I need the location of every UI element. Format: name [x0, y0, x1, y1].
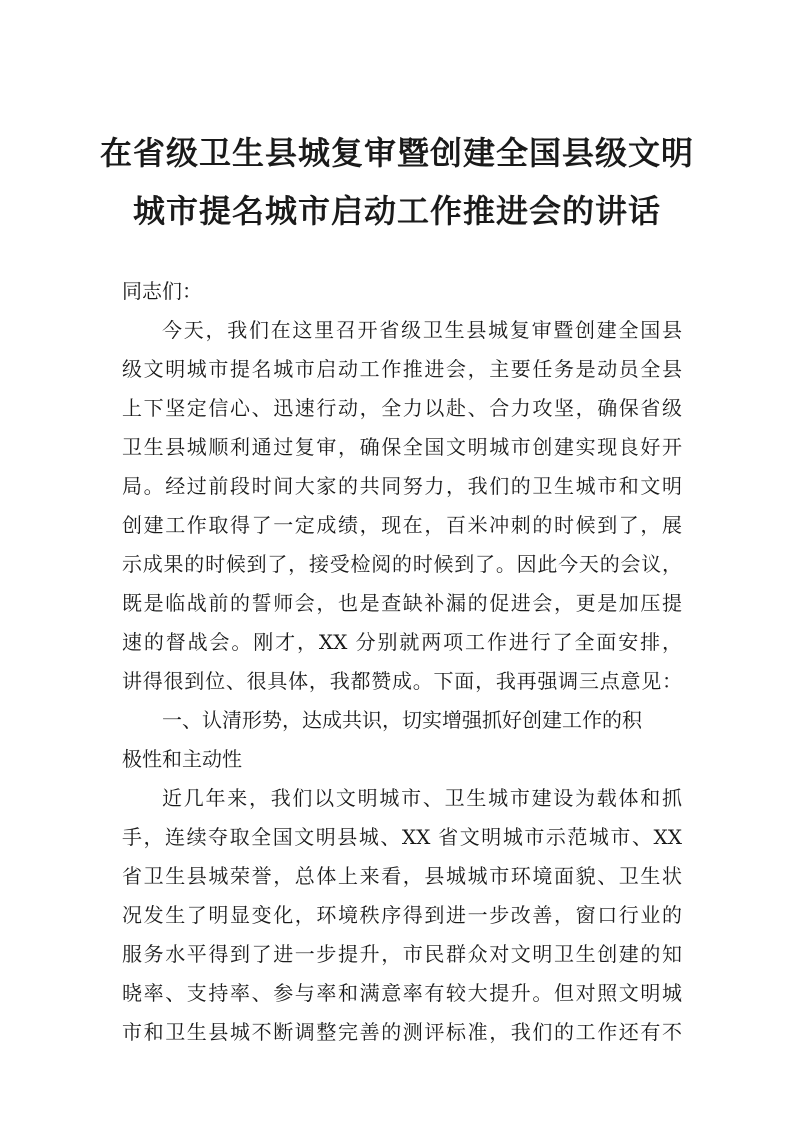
document-title-line-1: 在省级卫生县城复审暨创建全国县级文明: [100, 134, 695, 172]
paragraph-line: 创建工作取得了一定成绩，现在，百米冲刺的时候到了，展: [122, 513, 682, 537]
paragraph-line: 今天，我们在这里召开省级卫生县城复审暨创建全国县: [162, 318, 682, 342]
section-heading-line: 一、认清形势，达成共识，切实增强抓好创建工作的积: [162, 708, 642, 732]
paragraph-line: 手，连续夺取全国文明县城、XX 省文明城市示范城市、XX: [122, 825, 682, 849]
paragraph-opening: [122, 311, 682, 701]
paragraph-line: 况发生了明显变化，环境秩序得到进一步改善，窗口行业的: [122, 903, 682, 927]
paragraph-line: 速的督战会。刚才，XX 分别就两项工作进行了全面安排，: [122, 630, 682, 654]
section-heading-1: [122, 701, 682, 779]
document-title-line-2: 城市提名城市启动工作推进会的讲话: [132, 192, 661, 230]
paragraph-line: 服务水平得到了进一步提升，市民群众对文明卫生创建的知: [122, 942, 682, 966]
paragraph-line: 省卫生县城荣誉，总体上来看，县城城市环境面貌、卫生状: [122, 864, 682, 888]
paragraph-line: 市和卫生县城不断调整完善的测评标准，我们的工作还有不: [122, 1020, 682, 1044]
paragraph-line: 既是临战前的誓师会，也是查缺补漏的促进会，更是加压提: [122, 591, 682, 615]
paragraph-line: 局。经过前段时间大家的共同努力，我们的卫生城市和文明: [122, 474, 682, 498]
paragraph-line: 卫生县城顺利通过复审，确保全国文明城市创建实现良好开: [122, 435, 682, 459]
paragraph-line: 讲得很到位、很具体，我都赞成。下面，我再强调三点意见：: [122, 669, 682, 693]
paragraph-line: 级文明城市提名城市启动工作推进会，主要任务是动员全县: [122, 357, 682, 381]
document-body: [122, 272, 682, 1052]
paragraph-line: 上下坚定信心、迅速行动，全力以赴、合力攻坚，确保省级: [122, 396, 682, 420]
paragraph-section-1: [122, 779, 682, 1052]
paragraph-line: 晓率、支持率、参与率和满意率有较大提升。但对照文明城: [122, 981, 682, 1005]
paragraph-line: 近几年来，我们以文明城市、卫生城市建设为载体和抓: [162, 786, 682, 810]
paragraph-line: 示成果的时候到了，接受检阅的时候到了。因此今天的会议，: [122, 552, 682, 576]
section-heading-line: 极性和主动性: [122, 747, 242, 771]
greeting: 同志们：: [122, 279, 202, 303]
